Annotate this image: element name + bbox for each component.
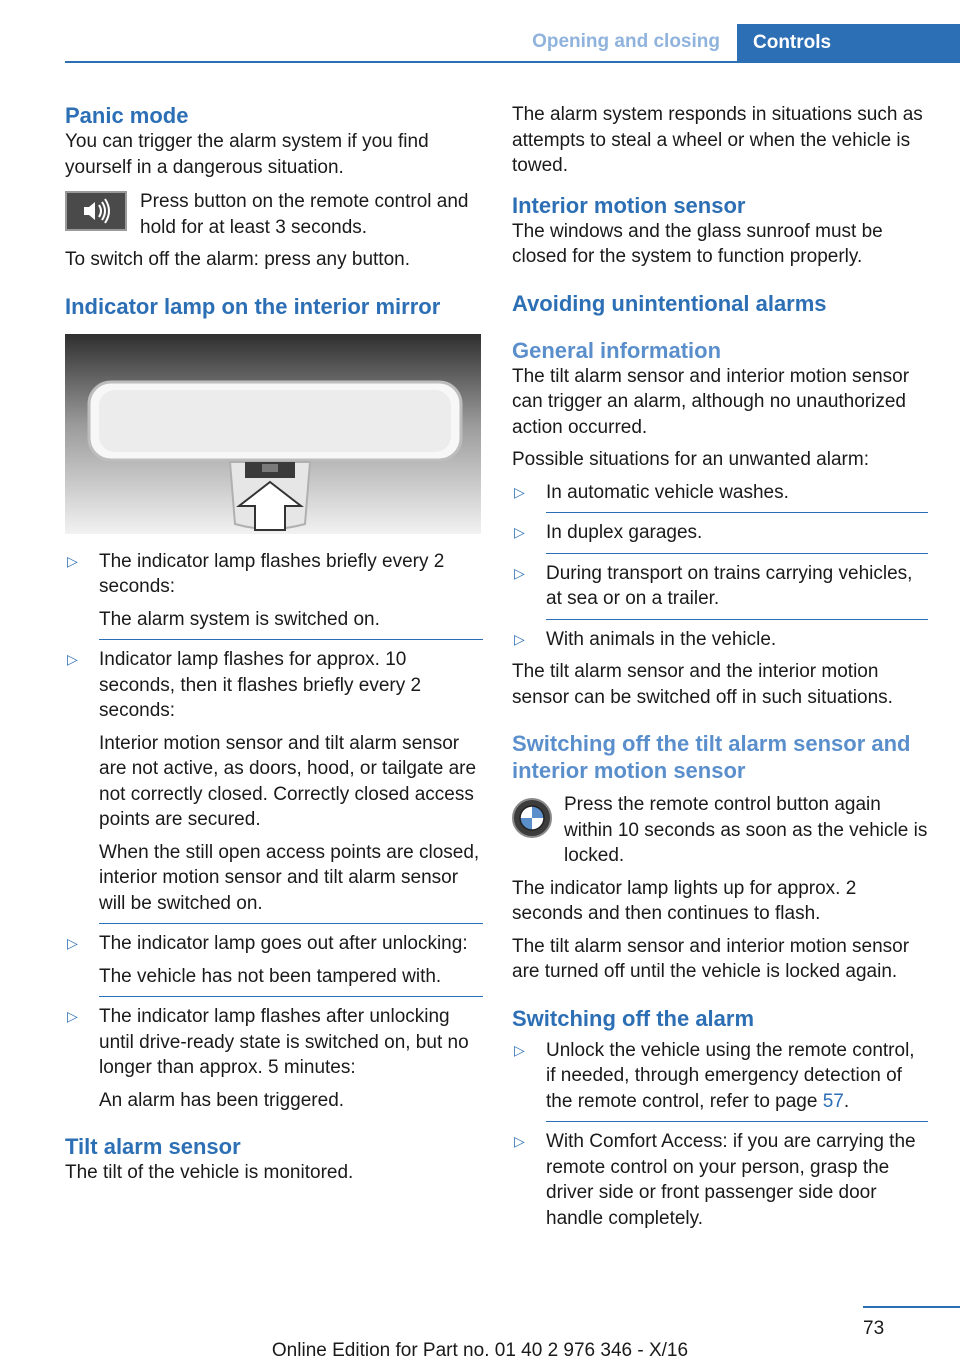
- general-text: The tilt alarm sensor and interior motion sensor can trigger an alarm, although no unauthorized action occurred.: [512, 365, 910, 438]
- page-number: 73: [863, 1318, 885, 1339]
- panic-icon-row: [65, 189, 483, 240]
- bullet-icon: ▷: [67, 1008, 78, 1024]
- item-text: The indicator lamp flashes briefly every 2 seconds:: [99, 550, 445, 597]
- header-section[interactable]: Opening and closing: [532, 31, 720, 52]
- page-number-rule: [863, 1306, 960, 1308]
- header-tab-label: Controls: [753, 32, 832, 53]
- divider: [99, 996, 483, 997]
- divider: [546, 553, 928, 554]
- switchoff-icon-row: [512, 792, 928, 869]
- alarm-off-heading: Switching off the alarm: [512, 1005, 755, 1031]
- bullet-icon: ▷: [514, 564, 525, 581]
- tilt-heading: Tilt alarm sensor: [65, 1134, 241, 1159]
- item-subtext: When the still open access points are closed, interior motion sensor and tilt alarm sensor will be switched on.: [99, 841, 480, 914]
- lamp-lights-text: The indicator lamp lights up for approx. 2 seconds and then continues to flash.: [512, 877, 857, 924]
- item-text: Indicator lamp flashes for approx. 10 seconds, then it flashes briefly every 2 seconds:: [99, 649, 422, 721]
- list-item: [512, 1129, 928, 1231]
- item-text: With Comfort Access: if you are carrying the remote control on your person, grasp the driver side or front passenger side door handle completely.: [546, 1131, 916, 1229]
- indicator-list: [65, 549, 483, 1114]
- divider: [546, 512, 928, 513]
- motion-text: The windows and the glass sunroof must be closed for the system to function properly.: [512, 220, 883, 267]
- list-item: [512, 561, 928, 620]
- general-heading: General information: [512, 337, 722, 363]
- bullet-icon: ▷: [514, 1133, 525, 1149]
- bullet-icon: ▷: [514, 1041, 525, 1058]
- list-item: [65, 1004, 483, 1113]
- item-text: The indicator lamp goes out after unlocking:: [99, 933, 468, 954]
- list-item: [512, 520, 928, 554]
- header-tab-controls[interactable]: [737, 24, 960, 63]
- bullet-icon: ▷: [514, 483, 525, 500]
- indicator-heading: Indicator lamp on the interior mirror: [65, 293, 441, 319]
- situations-list: [512, 480, 928, 653]
- list-item: [65, 647, 483, 924]
- bullet-icon: ▷: [67, 552, 78, 569]
- item-text: The indicator lamp flashes after unlocking until drive-ready state is switched on, but no longer than approx. 5 minutes:: [99, 1006, 469, 1078]
- footer-text: Online Edition for Part no. 01 40 2 976 346 - X/16: [271, 1340, 689, 1361]
- item-text: [546, 1038, 928, 1115]
- divider: [99, 639, 483, 640]
- left-column: [65, 102, 483, 1186]
- tilt-cont-text: The alarm system responds in situations such as attempts to steal a wheel or when the vehicle is towed.: [512, 104, 923, 176]
- possible-text: Possible situations for an unwanted alarm:: [512, 449, 869, 470]
- panic-mode-heading: Panic mode: [65, 103, 189, 128]
- switchoff-icon-text: Press the remote control button again within 10 seconds as soon as the vehicle is locked.: [564, 794, 928, 866]
- right-column: [512, 102, 928, 1238]
- bullet-icon: ▷: [514, 524, 525, 540]
- panic-off-text: To switch off the alarm: press any button.: [65, 249, 410, 270]
- item-subtext: An alarm has been triggered.: [99, 1089, 345, 1111]
- list-item: [65, 931, 483, 997]
- motion-heading: Interior motion sensor: [512, 192, 746, 218]
- item-text: In duplex garages.: [546, 522, 703, 543]
- item-subtext: Interior motion sensor and tilt alarm sensor are not active, as doors, hood, or tailgate are not correctly closed. Correctly closed access points are secured.: [99, 732, 477, 830]
- bullet-icon: ▷: [67, 651, 78, 667]
- divider: [99, 923, 483, 924]
- panic-button-icon: [65, 191, 127, 231]
- switchable-text: The tilt alarm sensor and the interior motion sensor can be switched off in such situations.: [512, 661, 893, 708]
- bmw-remote-button-icon: [512, 798, 552, 838]
- divider: [546, 1121, 928, 1122]
- list-item: [65, 549, 483, 641]
- list-item: [512, 480, 928, 514]
- bullet-icon: ▷: [514, 630, 525, 647]
- page-reference-link[interactable]: 57: [822, 1090, 844, 1112]
- list-item: [512, 1038, 928, 1123]
- avoid-heading: Avoiding unintentional alarms: [512, 290, 827, 316]
- divider: [546, 619, 928, 620]
- panic-icon-text: Press button on the remote control and hold for at least 3 seconds.: [140, 191, 469, 238]
- tilt-text: The tilt of the vehicle is monitored.: [65, 1162, 354, 1183]
- item-subtext: The vehicle has not been tampered with.: [99, 965, 442, 987]
- item-subtext: The alarm system is switched on.: [99, 608, 380, 630]
- item-text-body: Unlock the vehicle using the remote control, if needed, through emergency detection of the remote control, refer to page: [546, 1039, 915, 1112]
- panic-mode-text: You can trigger the alarm system if you find yourself in a dangerous situation.: [65, 131, 429, 178]
- list-item: [512, 627, 928, 653]
- item-text: In automatic vehicle washes.: [546, 481, 789, 503]
- item-text: During transport on trains carrying vehicles, at sea or on a trailer.: [546, 562, 913, 609]
- item-text-tail: .: [843, 1090, 850, 1112]
- interior-mirror-image: [65, 334, 481, 534]
- item-text: With animals in the vehicle.: [546, 628, 777, 650]
- turned-off-text: The tilt alarm sensor and interior motion sensor are turned off until the vehicle is locked again.: [512, 935, 910, 982]
- bullet-icon: ▷: [67, 935, 78, 951]
- alarm-off-list: [512, 1038, 928, 1232]
- switchoff-heading: Switching off the tilt alarm sensor and interior motion sensor: [512, 731, 911, 783]
